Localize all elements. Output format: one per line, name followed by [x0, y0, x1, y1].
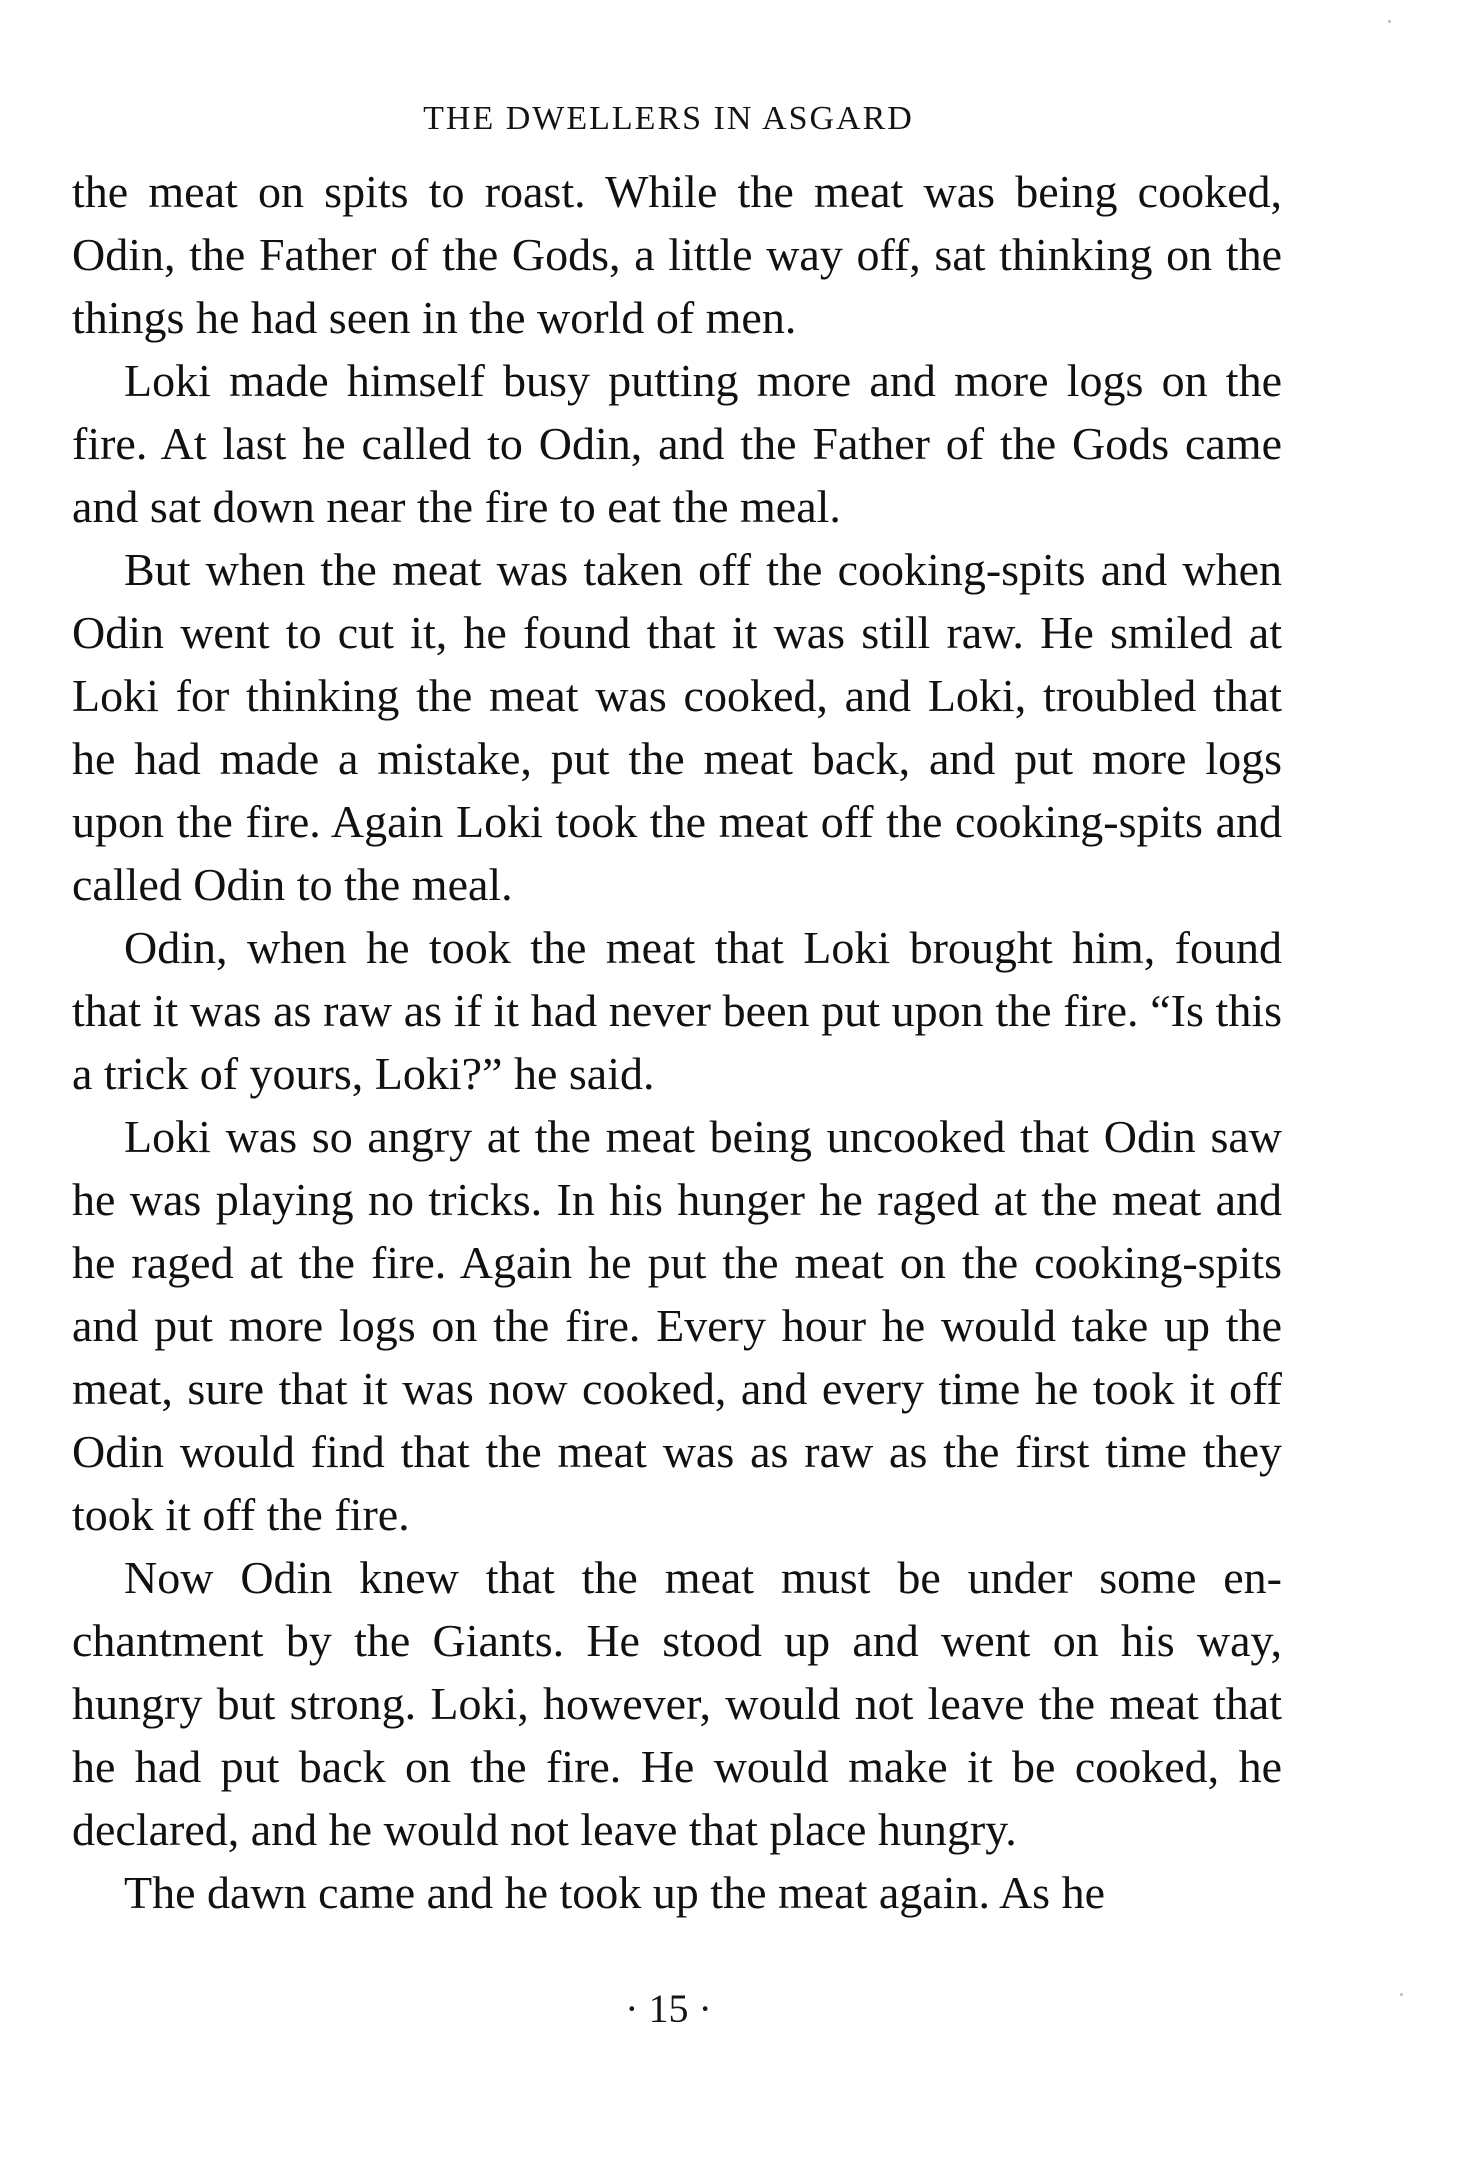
- running-head: THE DWELLERS IN ASGARD: [423, 100, 914, 137]
- paragraph: Loki was so angry at the meat being uncooked that Odin saw he was playing no tricks. In his hunger he raged at the meat and he raged at the fire. Again he put the meat on the cooking-spits and put more logs on the fire. Every hour he would take up the meat, sure that it was now cooked, and every time he took it off Odin would find that the meat was as raw as the first time they took it off the fire.: [72, 1111, 1282, 1540]
- scan-speck: [1400, 1993, 1403, 1996]
- paragraph: But when the meat was taken off the cooking-spits and when Odin went to cut it, he found that it was still raw. He smiled at Loki for thinking the meat was cooked, and Loki, troubled that he had made a mistake, put the meat back, and put more logs upon the fire. Again Loki took the meat off the cooking-spits and called Odin to the meal.: [72, 544, 1282, 910]
- body-text: [72, 160, 1282, 1924]
- paragraph: The dawn came and he took up the meat again. As he: [124, 1867, 1106, 1918]
- paragraph: Loki made himself busy putting more and more logs on the fire. At last he called to Odin, and the Father of the Gods came and sat down near the fire to eat the meal.: [72, 355, 1282, 532]
- scan-speck: [1388, 20, 1391, 23]
- paragraph: Odin, when he took the meat that Loki brought him, found that it was as raw as if it had never been put upon the fire. “Is this a trick of yours, Loki?” he said.: [72, 922, 1282, 1099]
- paragraph: Now Odin knew that the meat must be under some enchantment by the Giants. He stood up and went on his way, hungry but strong. Loki, however, would not leave the meat that he had put back on the fire. He would make it be cooked, he declared, and he would not leave that place hungry.: [72, 1552, 1282, 1855]
- page-number: · 15 ·: [625, 1986, 712, 2031]
- paragraph: the meat on spits to roast. While the meat was being cooked, Odin, the Father of the Gods, a little way off, sat thinking on the things he had seen in the world of men.: [72, 166, 1282, 343]
